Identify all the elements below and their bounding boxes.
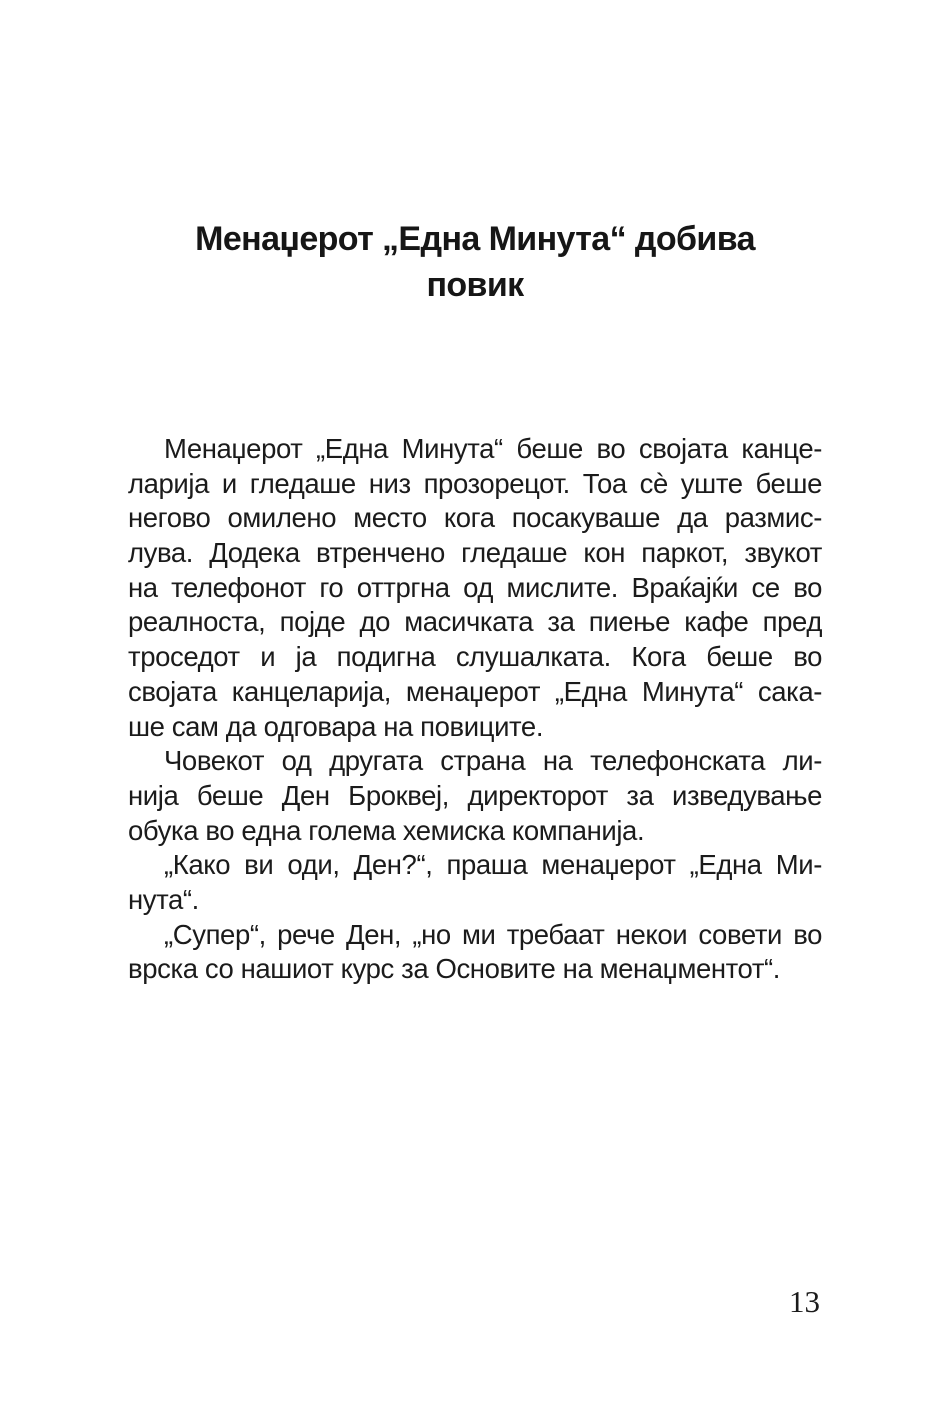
text-line: „Како ви оди, Ден?“, праша менаџерот „Една Ми-	[164, 849, 822, 881]
paragraph	[128, 918, 822, 987]
text-line: негово омилено место кога посакуваше да размис-	[128, 502, 822, 534]
text-line: реалноста, појде до масичката за пиење кафе пред	[128, 606, 822, 638]
text-line: „Супер“, рече Ден, „но ми требаат некои совети во	[164, 918, 822, 950]
text-line: ларија и гледаше низ прозорецот. Тоа сѐ уште беше	[128, 467, 822, 499]
text-line: обука во една голема хемиска компанија.	[128, 814, 645, 846]
chapter-title-line2: повик	[426, 266, 524, 304]
text-line: врска со нашиот курс за Основите на менаџментот“.	[128, 953, 781, 985]
text-line: троседот и ја подигна слушалката. Кога беше во	[128, 641, 822, 673]
text-line: нута“.	[128, 883, 199, 915]
body-text	[128, 432, 822, 987]
page-number: 13	[789, 1284, 820, 1319]
paragraph	[128, 432, 822, 744]
text-line: својата канцеларија, менаџерот „Една Минута“ сака-	[128, 675, 822, 707]
text-line: на телефонот го оттргна од мислите. Враќајќи се во	[128, 571, 822, 603]
text-line: лува. Додека втренчено гледаше кон паркот, звукот	[128, 537, 822, 569]
chapter-title	[128, 216, 822, 308]
text-line: нија беше Ден Броквеј, директорот за изведување	[128, 779, 822, 811]
paragraph	[128, 744, 822, 848]
paragraph	[128, 848, 822, 917]
chapter-title-line1: Менаџерот „Една Минута“ добива	[195, 220, 755, 258]
text-line: ше сам да одговара на повиците.	[128, 710, 544, 742]
text-line: Човекот од другата страна на телефонската ли-	[164, 745, 822, 777]
text-line: Менаџерот „Една Минута“ беше во својата канце-	[164, 433, 822, 464]
